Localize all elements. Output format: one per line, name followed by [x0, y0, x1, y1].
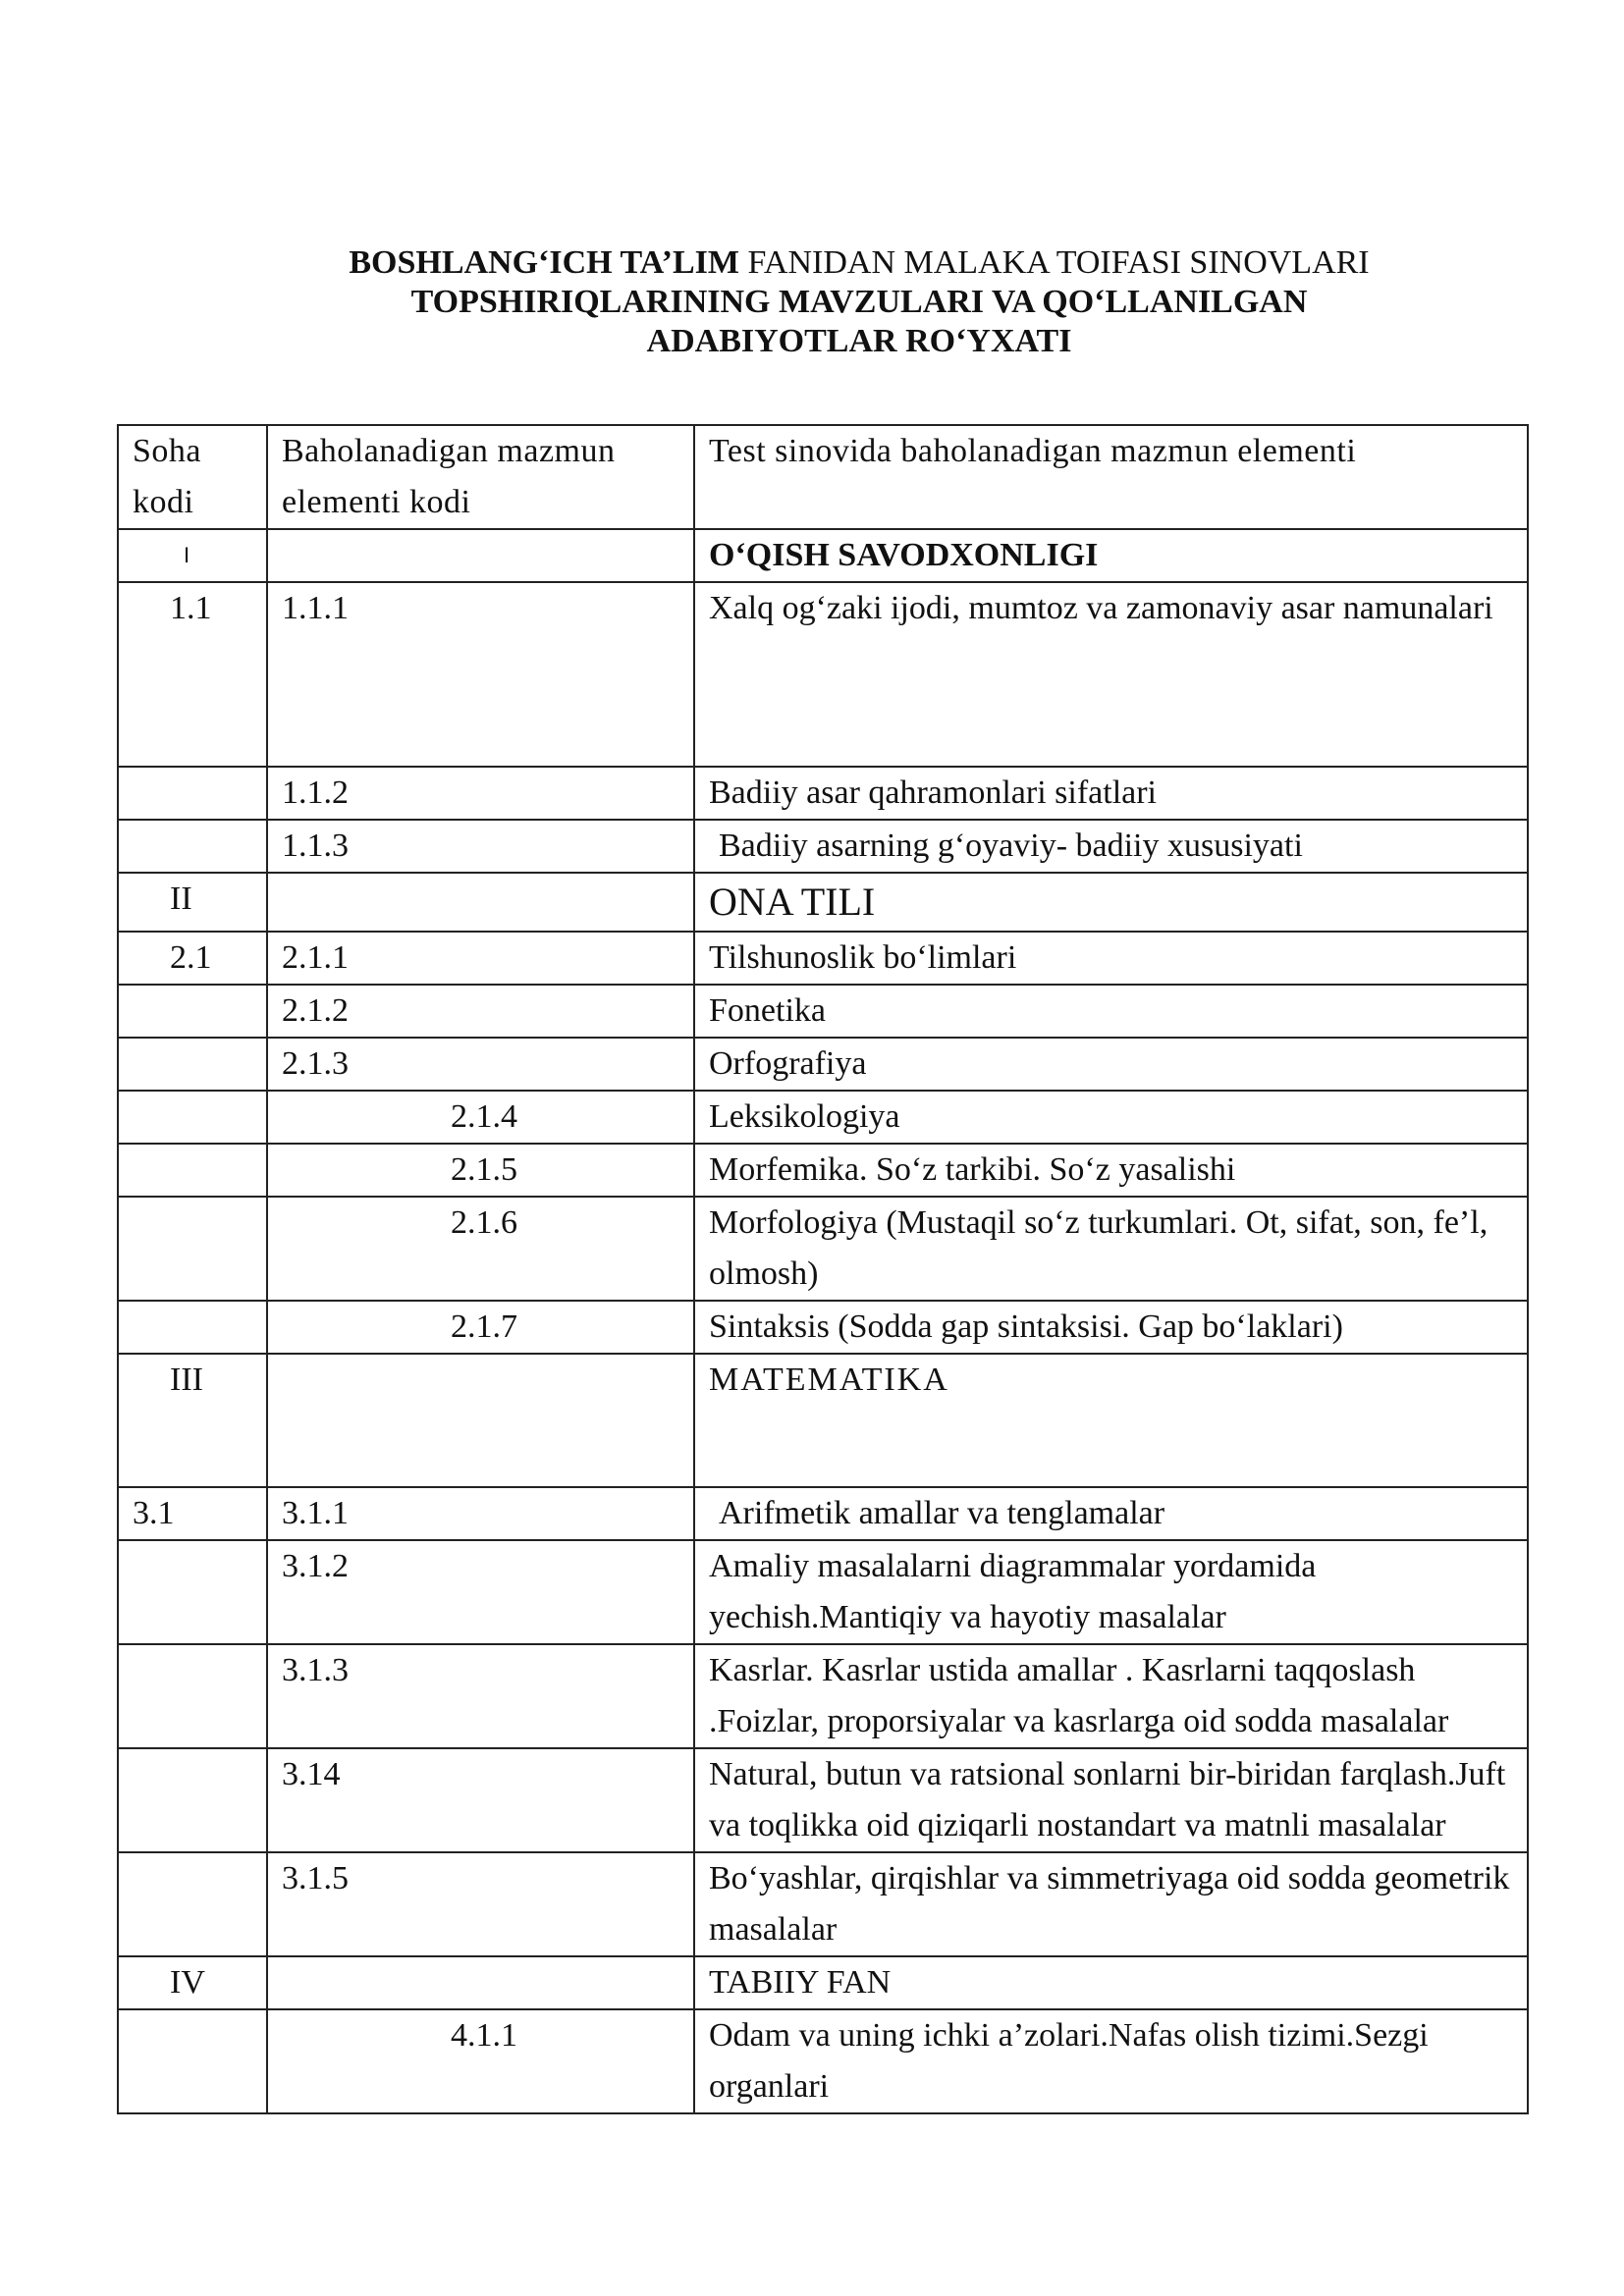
table-row	[118, 1301, 1528, 1354]
table-row	[118, 1144, 1528, 1197]
table-row	[118, 1487, 1528, 1540]
table-row	[118, 1197, 1528, 1301]
row-code: 1.1.2	[267, 767, 694, 820]
table-row	[118, 1038, 1528, 1091]
row-soha: 2.1	[118, 932, 267, 985]
row-code: 3.1.3	[267, 1644, 694, 1748]
row-code: 2.1.1	[267, 932, 694, 985]
row-code	[267, 529, 694, 582]
row-code: 3.1.1	[267, 1487, 694, 1540]
row-element: Arifmetik amallar va tenglamalar	[694, 1487, 1528, 1540]
row-element: Fonetika	[694, 985, 1528, 1038]
row-element: TABIIY FAN	[694, 1956, 1528, 2009]
row-element: Morfemika. So‘z tarkibi. So‘z yasalishi	[694, 1144, 1528, 1197]
row-element: Sintaksis (Sodda gap sintaksisi. Gap bo‘laklari)	[694, 1301, 1528, 1354]
row-element: Tilshunoslik bo‘limlari	[694, 932, 1528, 985]
table-row	[118, 873, 1528, 932]
row-code: 2.1.4	[267, 1091, 694, 1144]
row-soha: IV	[118, 1956, 267, 2009]
header-soha-kodi: Soha kodi	[118, 425, 267, 529]
header-test-element: Test sinovida baholanadigan mazmun elementi	[694, 425, 1528, 529]
table-row	[118, 1354, 1528, 1487]
table-row	[118, 1956, 1528, 2009]
row-code: 3.14	[267, 1748, 694, 1852]
row-soha	[118, 1540, 267, 1644]
row-element: Morfologiya (Mustaqil so‘z turkumlari. Ot, sifat, son, fe’l, olmosh)	[694, 1197, 1528, 1301]
document-title	[147, 243, 1571, 361]
row-element: ONA TILI	[694, 873, 1528, 932]
row-code: 2.1.6	[267, 1197, 694, 1301]
row-soha	[118, 1038, 267, 1091]
row-code: 2.1.7	[267, 1301, 694, 1354]
row-soha: III	[118, 1354, 267, 1487]
row-code: 2.1.3	[267, 1038, 694, 1091]
row-soha	[118, 820, 267, 873]
table-row	[118, 767, 1528, 820]
row-element: MATEMATIKA	[694, 1354, 1528, 1487]
table-row	[118, 985, 1528, 1038]
title-line-1	[147, 243, 1571, 283]
row-soha	[118, 1852, 267, 1956]
row-soha	[118, 767, 267, 820]
row-soha	[118, 1091, 267, 1144]
row-element: Xalq og‘zaki ijodi, mumtoz va zamonaviy asar namunalari	[694, 582, 1528, 767]
row-soha	[118, 985, 267, 1038]
row-code: 3.1.5	[267, 1852, 694, 1956]
title-rest-part: FANIDAN MALAKA TOIFASI SINOVLARI	[739, 244, 1370, 281]
row-code: 1.1.1	[267, 582, 694, 767]
table-row	[118, 1540, 1528, 1644]
row-element: Leksikologiya	[694, 1091, 1528, 1144]
row-code: 1.1.3	[267, 820, 694, 873]
table-row	[118, 2009, 1528, 2113]
row-code: 4.1.1	[267, 2009, 694, 2113]
row-code: 2.1.2	[267, 985, 694, 1038]
topics-table	[117, 424, 1529, 2114]
row-soha	[118, 1644, 267, 1748]
table-row	[118, 1852, 1528, 1956]
table-row	[118, 1091, 1528, 1144]
row-code	[267, 1956, 694, 2009]
table-row	[118, 1644, 1528, 1748]
row-element: Orfografiya	[694, 1038, 1528, 1091]
row-code	[267, 1354, 694, 1487]
header-element-code: Baholanadigan mazmun elementi kodi	[267, 425, 694, 529]
row-soha	[118, 1301, 267, 1354]
row-soha: I	[118, 529, 267, 582]
table-row	[118, 582, 1528, 767]
table-header-row	[118, 425, 1528, 529]
row-element: Amaliy masalalarni diagrammalar yordamida yechish.Mantiqiy va hayotiy masalalar	[694, 1540, 1528, 1644]
row-soha	[118, 1197, 267, 1301]
table-row	[118, 932, 1528, 985]
table-row	[118, 820, 1528, 873]
row-soha	[118, 2009, 267, 2113]
row-soha: 3.1	[118, 1487, 267, 1540]
row-element: Natural, butun va ratsional sonlarni bir-biridan farqlash.Juft va toqlikka oid qiziqarli nostandart va matnli masalalar	[694, 1748, 1528, 1852]
row-code: 2.1.5	[267, 1144, 694, 1197]
title-line-3: ADABIYOTLAR RO‘YXATI	[646, 323, 1072, 359]
table-row	[118, 529, 1528, 582]
row-soha: II	[118, 873, 267, 932]
row-element: Bo‘yashlar, qirqishlar va simmetriyaga oid sodda geometrik masalalar	[694, 1852, 1528, 1956]
row-code	[267, 873, 694, 932]
row-element: Kasrlar. Kasrlar ustida amallar . Kasrlarni taqqoslash .Foizlar, proporsiyalar va kasrlarga oid sodda masalalar	[694, 1644, 1528, 1748]
row-soha	[118, 1748, 267, 1852]
table-row	[118, 1748, 1528, 1852]
row-element: Badiiy asarning g‘oyaviy- badiiy xususiyati	[694, 820, 1528, 873]
title-line-2: TOPSHIRIQLARINING MAVZULARI VA QO‘LLANILGAN	[410, 284, 1308, 320]
row-element: Odam va uning ichki a’zolari.Nafas olish tizimi.Sezgi organlari	[694, 2009, 1528, 2113]
title-bold-part: BOSHLANG‘ICH TA’LIM	[349, 244, 740, 281]
row-element: Badiiy asar qahramonlari sifatlari	[694, 767, 1528, 820]
row-code: 3.1.2	[267, 1540, 694, 1644]
row-element: O‘QISH SAVODXONLIGI	[694, 529, 1528, 582]
row-soha	[118, 1144, 267, 1197]
row-soha: 1.1	[118, 582, 267, 767]
